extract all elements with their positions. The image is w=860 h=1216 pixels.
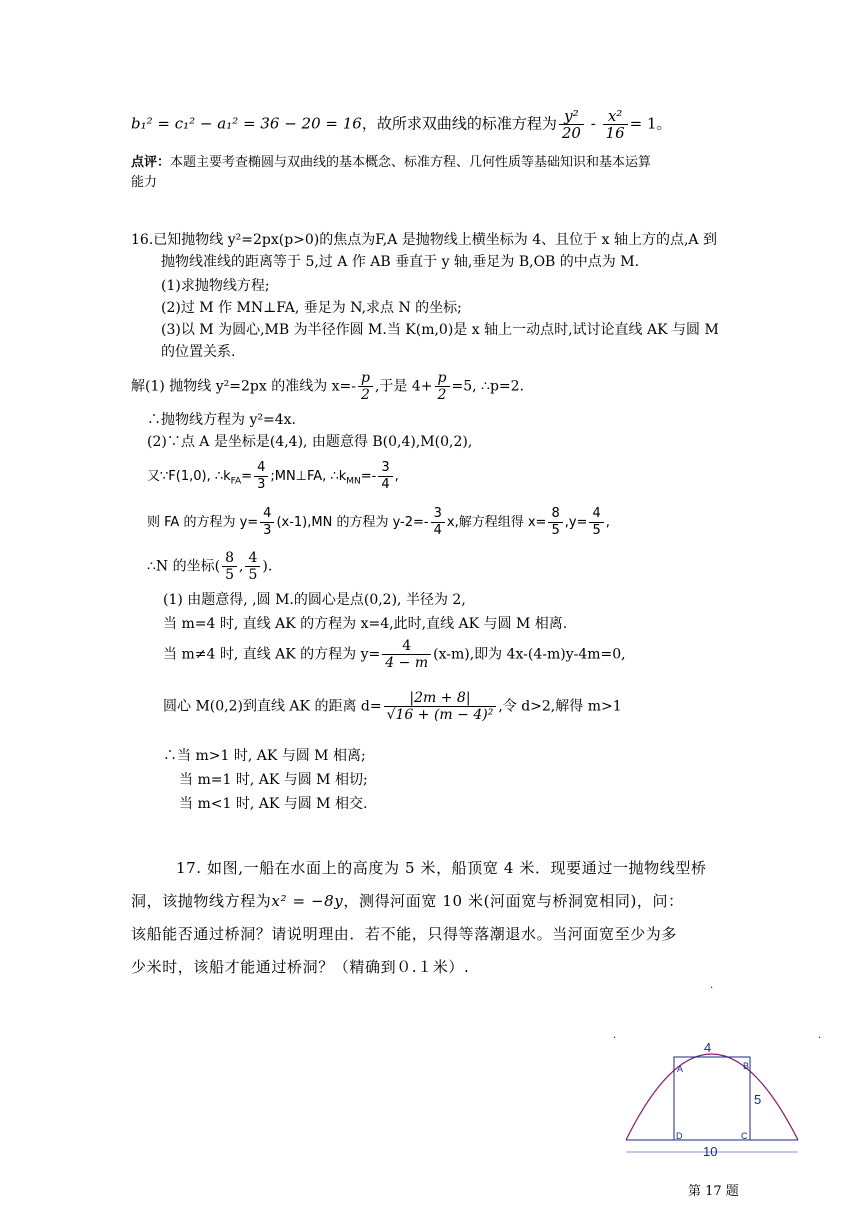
vertex-B: B [743, 1061, 750, 1071]
q16-line5: (3)以 M 为圆心,MB 为半径作圆 M.当 K(m,0)是 x 轴上一动点时,试讨论直线 AK 与圆 M [161, 322, 719, 338]
comment-label: 点评： [131, 155, 171, 170]
q16-line3: (1)求抛物线方程; [161, 278, 270, 294]
figure-caption: 第 17 题 [688, 1184, 739, 1199]
q17-line4: 少米时，该船才能通过桥洞？（精确到０.１米）. [131, 958, 470, 976]
parabola-curve [626, 1054, 798, 1140]
sol-line-j: 圆心 M(0,2)到直线 AK 的距离 d= $\frac{|2m + 8|}{\text{√16 + (m − 4)²}}$ ,令 d>2,解得 m>1 [163, 690, 622, 723]
frac-8-5: $\frac{8}{5}$ [548, 506, 562, 539]
vertex-A: A [677, 1064, 684, 1074]
eq-text: ，故所求双曲线的标准方程为 [361, 114, 557, 133]
frac-4-3b: $\frac{4}{3}$ [260, 506, 274, 539]
hyperbola-equation: b₁² = c₁² − a₁² = 36 − 20 = 16，故所求双曲线的标准方程为 $\frac{\text{y²}}{20}$ - $\frac{\text{x²}}{16}$ = 1。 [131, 107, 672, 142]
q16-line6: 的位置关系. [161, 344, 236, 360]
decor-dot: . [710, 980, 714, 991]
decor-dot: . [818, 1030, 822, 1041]
parabola-equation: x² = −8y [271, 892, 344, 910]
frac-4-5b: $\frac{4}{5}$ [245, 550, 260, 583]
sol-line-d: 又∵F(1,0), $\therefore k_{FA}=$ $\frac{4}{3}$ ;MN⊥FA, $\therefore k_{MN}=-$ $\frac{3}{4}$ , [147, 460, 399, 492]
frac-8-5b: $\frac{8}{5}$ [222, 550, 237, 583]
bridge-figure [616, 1020, 812, 1160]
sol-line-c: (2)∵点 A 是坐标是(4,4), 由题意得 B(0,4),M(0,2), [147, 434, 473, 450]
q17-line3: 该船能否通过桥洞？请说明理由．若不能，只得等落潮退水。当河面宽至少为多 [131, 925, 678, 943]
sol-line-e: 则 FA 的方程为 y= $\frac{4}{3}$ (x-1),MN 的方程为 y-2=- $\frac{3}{4}$ x,解方程组得 x= $\frac{8}{5}$ ,y= $\frac{4}{5}$ , [147, 506, 610, 538]
sol-line-a: 解(1) 抛物线 y²=2px 的准线为 x=- $\frac{p}{2}$ ,于是 4+ $\frac{p}{2}$ =5, ∴p=2. [131, 370, 524, 403]
frac-distance: $\frac{|2m + 8|}{\text{√16 + (m − 4)²}}$ [384, 690, 497, 723]
label-bottom: 10 [703, 1144, 718, 1159]
vertex-C: C [741, 1131, 748, 1141]
frac-4-5: $\frac{4}{5}$ [589, 506, 603, 539]
frac-3-4: $\frac{3}{4}$ [378, 460, 392, 493]
sol-line-m: 当 m<1 时, AK 与圆 M 相交. [179, 796, 368, 812]
frac-x2-16: $\frac{\text{x²}}{16}$ [603, 108, 628, 141]
sol-line-k: ∴当 m>1 时, AK 与圆 M 相离; [163, 748, 366, 764]
frac-y2-20: $\frac{\text{y²}}{20}$ [559, 108, 584, 141]
frac-4-4m: $\frac{4}{4 - m}$ [382, 638, 431, 671]
q16-line4: (2)过 M 作 MN⊥FA, 垂足为 N,求点 N 的坐标; [161, 300, 462, 316]
q17-line1: 17. 如图,一船在水面上的高度为 5 米，船顶宽 4 米．现要通过一抛物线型桥 [176, 859, 707, 877]
q16-line2: 抛物线准线的距离等于 5,过 A 作 AB 垂直于 y 轴,垂足为 B,OB 的中点为 M. [161, 254, 640, 270]
comment-cont: 能力 [131, 175, 158, 190]
sol-line-f: ∴N 的坐标( $\frac{8}{5}$ , $\frac{4}{5}$ ). [147, 550, 273, 583]
decor-dot: . [613, 1030, 617, 1041]
sol-line-i: 当 m≠4 时, 直线 AK 的方程为 y= $\frac{4}{4 - m}$ (x-m),即为 4x-(4-m)y-4m=0, [163, 638, 626, 671]
q16-line1: 16.已知抛物线 y²=2px(p>0)的焦点为F,A 是抛物线上横坐标为 4、且位于 x 轴上方的点,A 到 [131, 232, 717, 248]
eq-lhs: b₁² = c₁² − a₁² = 36 − 20 = 16 [131, 114, 362, 133]
sol-line-g: (1) 由题意得, ,圆 M.的圆心是点(0,2), 半径为 2, [163, 592, 466, 608]
label-top: 4 [704, 1040, 712, 1055]
frac-p-2: $\frac{p}{2}$ [358, 370, 373, 403]
sol-line-h: 当 m=4 时, 直线 AK 的方程为 x=4,此时,直线 AK 与圆 M 相离. [163, 616, 568, 632]
comment: 点评：本题主要考查椭圆与双曲线的基本概念、标准方程、几何性质等基础知识和基本运算 [131, 155, 652, 170]
sol-line-l: 当 m=1 时, AK 与圆 M 相切; [179, 772, 368, 788]
vertex-D: D [676, 1131, 683, 1141]
boat-rect [674, 1057, 750, 1140]
q17-line2: 洞，该抛物线方程为x² = −8y，测得河面宽 10 米(河面宽与桥洞宽相同)，问： [131, 892, 684, 910]
sol-line-b: ∴抛物线方程为 y²=4x. [147, 412, 296, 428]
q17-block [131, 852, 731, 984]
frac-p-2b: $\frac{p}{2}$ [435, 370, 450, 403]
label-side: 5 [754, 1092, 762, 1107]
frac-3-4b: $\frac{3}{4}$ [431, 506, 445, 539]
frac-4-3: $\frac{4}{3}$ [254, 460, 268, 493]
